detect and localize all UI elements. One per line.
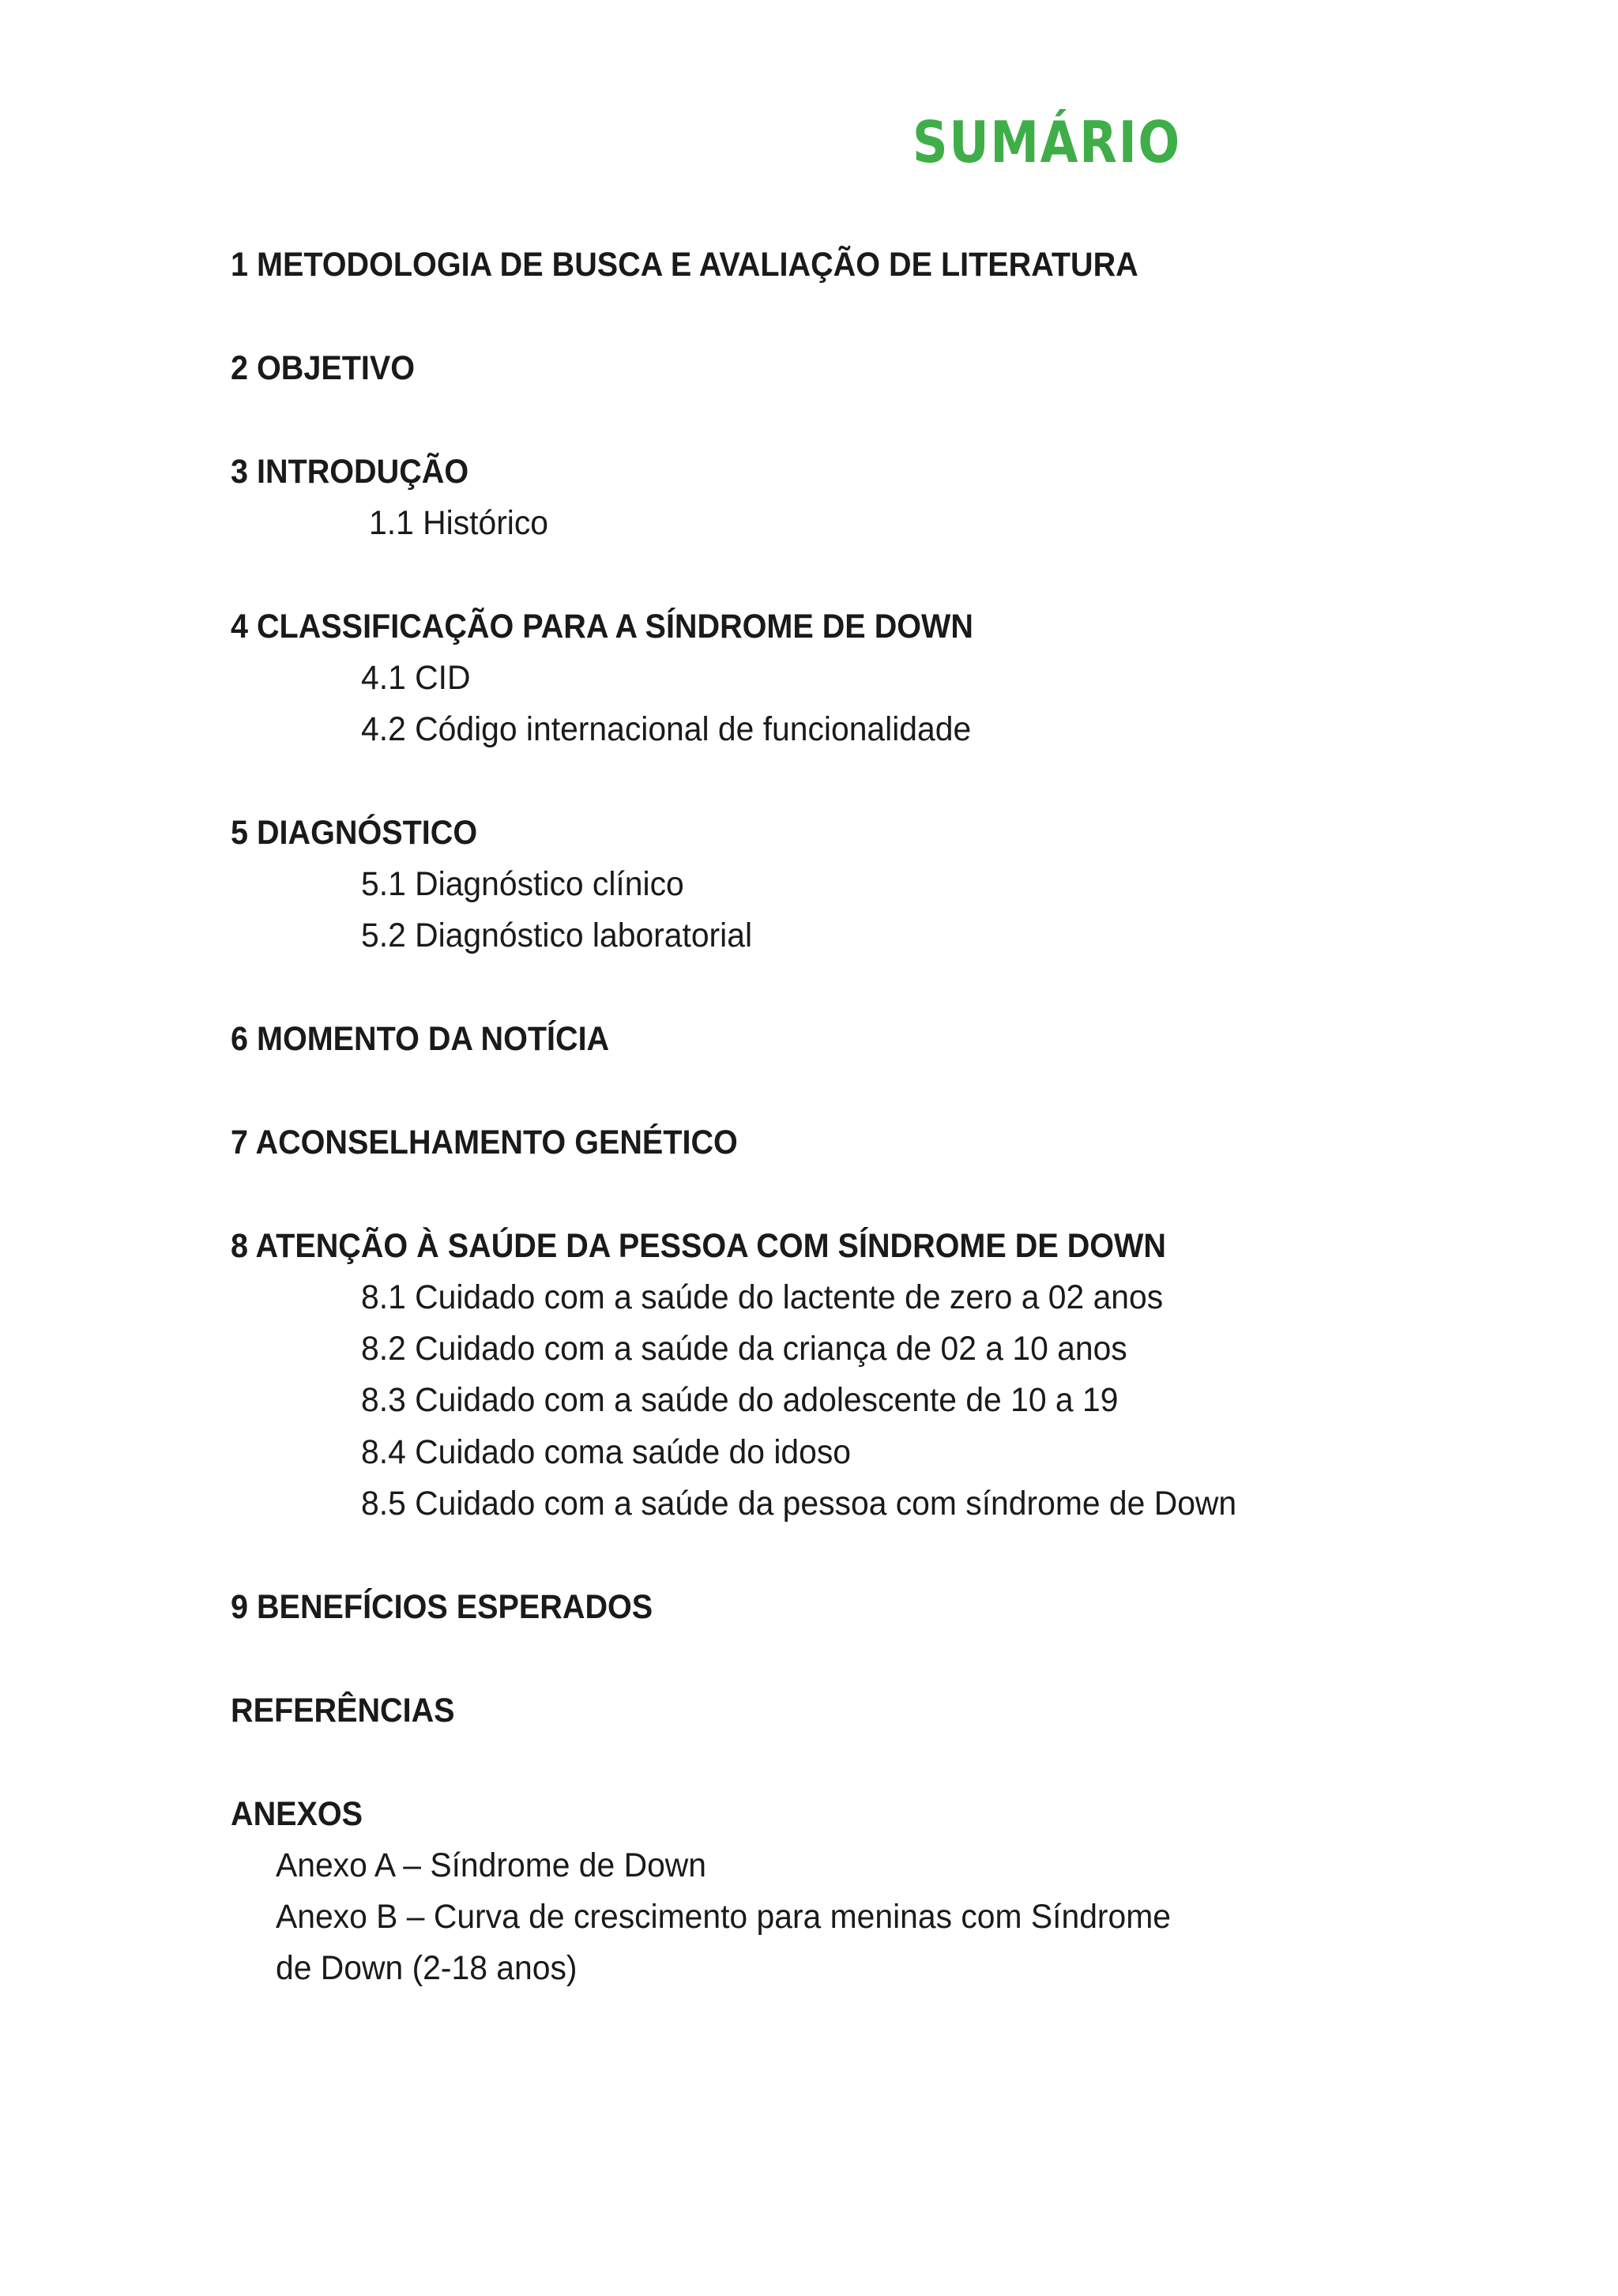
- toc-section-9: 9 BENEFÍCIOS ESPERADOS: [231, 1588, 653, 1626]
- toc-subsection-8-4: 8.4 Cuidado coma saúde do idoso: [361, 1433, 851, 1471]
- toc-subsection-8-1: 8.1 Cuidado com a saúde do lactente de zero a 02 anos: [361, 1278, 1164, 1316]
- toc-section-3: 3 INTRODUÇÃO: [231, 453, 469, 491]
- toc-subsection-4-2: 4.2 Código internacional de funcionalidade: [361, 710, 972, 748]
- toc-annexes: ANEXOS: [231, 1795, 363, 1833]
- toc-subsection-8-5: 8.5 Cuidado com a saúde da pessoa com síndrome de Down: [361, 1485, 1237, 1523]
- toc-subsection-5-2: 5.2 Diagnóstico laboratorial: [361, 917, 753, 954]
- toc-references: REFERÊNCIAS: [231, 1692, 455, 1730]
- toc-annex-b-line2: de Down (2-18 anos): [276, 1949, 578, 1987]
- toc-subsection-4-1: 4.1 CID: [361, 659, 471, 697]
- toc-section-6: 6 MOMENTO DA NOTÍCIA: [231, 1020, 610, 1058]
- toc-subsection-3-1: 1.1 Histórico: [369, 504, 549, 542]
- toc-section-2: 2 OBJETIVO: [231, 349, 416, 387]
- toc-annex-a: Anexo A – Síndrome de Down: [276, 1846, 707, 1884]
- toc-section-8: 8 ATENÇÃO À SAÚDE DA PESSOA COM SÍNDROME DE DOWN: [231, 1227, 1166, 1265]
- toc-section-7: 7 ACONSELHAMENTO GENÉTICO: [231, 1124, 738, 1161]
- toc-section-4: 4 CLASSIFICAÇÃO PARA A SÍNDROME DE DOWN: [231, 608, 973, 646]
- toc-annex-b-line1: Anexo B – Curva de crescimento para meninas com Síndrome: [276, 1898, 1171, 1936]
- page-title: SUMÁRIO: [912, 109, 1181, 175]
- toc-section-1: 1 METODOLOGIA DE BUSCA E AVALIAÇÃO DE LITERATURA: [231, 246, 1138, 284]
- toc-subsection-8-2: 8.2 Cuidado com a saúde da criança de 02 a 10 anos: [361, 1330, 1127, 1368]
- toc-section-5: 5 DIAGNÓSTICO: [231, 814, 478, 852]
- toc-subsection-8-3: 8.3 Cuidado com a saúde do adolescente de 10 a 19: [361, 1381, 1119, 1419]
- toc-subsection-5-1: 5.1 Diagnóstico clínico: [361, 865, 684, 903]
